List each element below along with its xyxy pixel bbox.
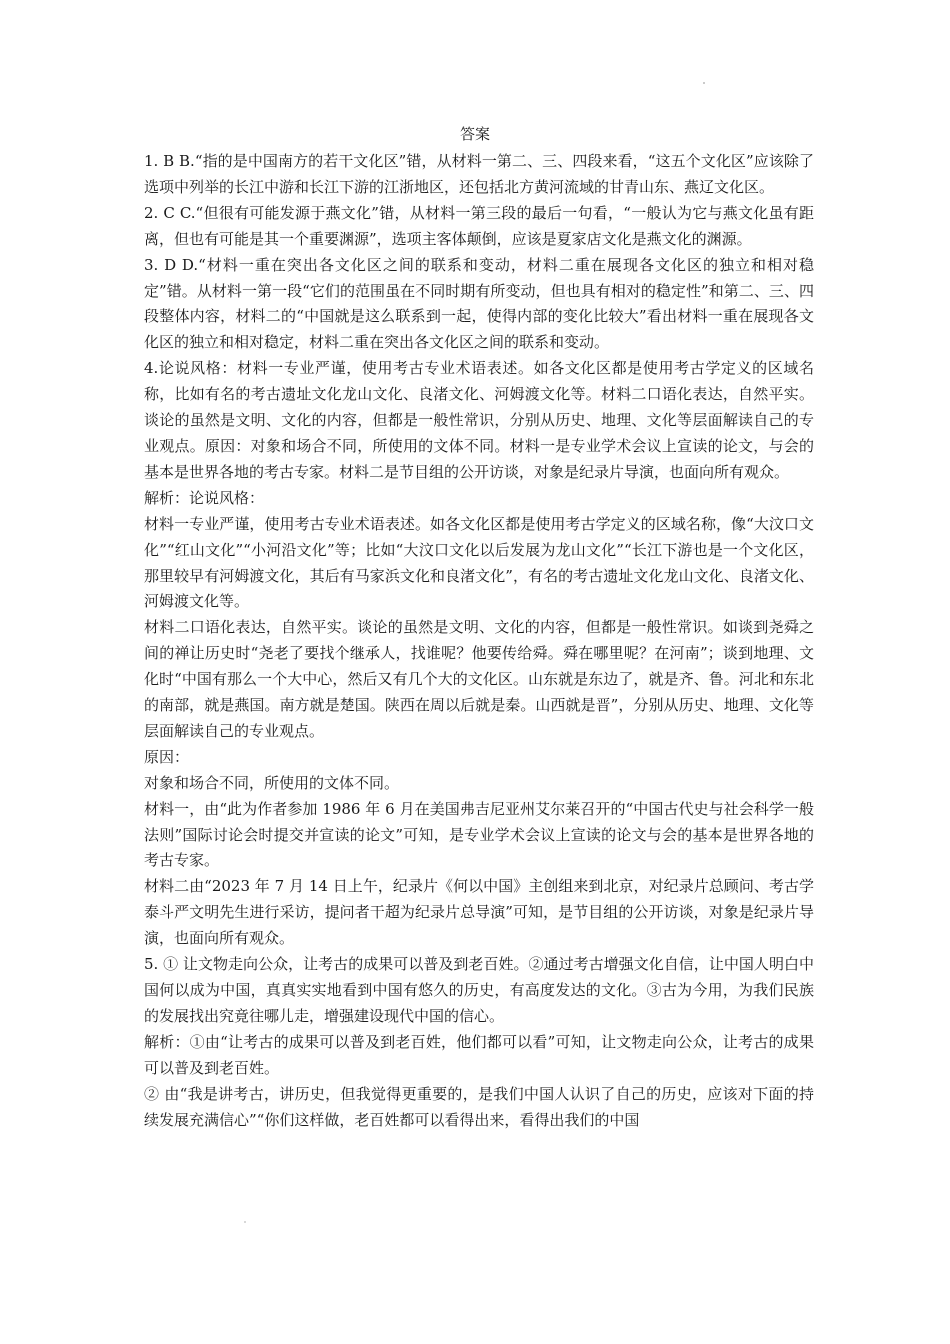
reason-material-1: 材料一，由“此为作者参加 1986 年 6 月在美国弗吉尼亚州艾尔莱召开的“中国古代史与社会科学一般法则”国际讨论会时提交并宣读的论文”可知，是专业学术会议上宣读的论文与会的基本是世界各地的考古专家。: [144, 799, 814, 870]
page-speck: [703, 82, 705, 84]
analysis-material-2: 材料二口语化表达，自然平实。谈论的虽然是文明、文化的内容，但都是一般性常识。如谈到尧舜之间的禅让历史时“尧老了要找个继承人，找谁呢？他要传给舜。舜在哪里呢？在河南”；谈到地理、文化时“中国有那么一个大中心，然后又有几个大的文化区。山东就是东边了，就是齐、鲁。河北和东北的南部，就是燕国。南方就是楚国。陕西在周以后就是秦。山西就是晋”，分别从历史、地理、文化等层面解读自己的专业观点。: [144, 618, 814, 740]
answer-5: 5. ① 让文物走向公众，让考古的成果可以普及到老百姓。②通过考古增强文化自信，让中国人明白中国何以成为中国，真真实实地看到中国有悠久的历史，有高度发达的文化。③古为今用，为我们民族的发展找出究竟往哪儿走，增强建设现代中国的信心。: [144, 955, 814, 1025]
page-title: 答案: [459, 125, 490, 143]
answer-2: 2. C C.“但很有可能发源于燕文化”错，从材料一第三段的最后一句看，“一般认为它与燕文化虽有距离，但也有可能是其一个重要渊源”，选项主客体颠倒，应该是夏家店文化是燕文化的渊源。: [144, 203, 814, 248]
reason-heading: 原因：: [144, 747, 190, 766]
analysis-5-point-1: 解析：①由“让考古的成果可以普及到老百姓，他们都可以看”可知，让文物走向公众，让考古的成果可以普及到老百姓。: [144, 1032, 814, 1077]
analysis-5-point-2: ② 由“我是讲考古，讲历史，但我觉得更重要的，是我们中国人认识了自己的历史，应该对下面的持续发展充满信心”“你们这样做，老百姓都可以看得出来，看得出我们的中国: [144, 1084, 814, 1129]
page-speck: [244, 1221, 246, 1223]
analysis-material-1: 材料一专业严谨，使用考古专业术语表述。如各文化区都是使用考古学定义的区域名称，像“大汶口文化”“红山文化”“小河沿文化”等；比如“大汶口文化以后发展为龙山文化”“长江下游也是一个文化区，那里较早有河姆渡文化，其后有马家浜文化和良渚文化”，有名的考古遗址文化龙山文化、良渚文化、河姆渡文化等。: [144, 514, 814, 611]
reason-summary: 对象和场合不同，所使用的文体不同。: [144, 773, 400, 792]
answer-body: [144, 149, 814, 1133]
analysis-heading: 解析：论说风格：: [144, 488, 265, 507]
reason-material-2: 材料二由“2023 年 7 月 14 日上午，纪录片《何以中国》主创组来到北京，对纪录片总顾问、考古学泰斗严文明先生进行采访，提问者干超为纪录片总导演”可知，是节目组的公开访谈，对象是纪录片导演，也面向所有观众。: [144, 877, 814, 948]
answer-3: 3. D D.“材料一重在突出各文化区之间的联系和变动，材料二重在展现各文化区的独立和相对稳定”错。从材料一第一段“它们的范围虽在不同时期有所变动，但也具有相对的稳定性”和第二、三、四段整体内容，材料二的“中国就是这么联系到一起，使得内部的变化比较大”看出材料一重在展现各文化区的独立和相对稳定，材料二重在突出各文化区之间的联系和变动。: [144, 255, 814, 352]
answer-4: 4.论说风格：材料一专业严谨，使用考古专业术语表述。如各文化区都是使用考古学定义的区域名称，比如有名的考古遗址文化龙山文化、良渚文化、河姆渡文化等。材料二口语化表达，自然平实。谈论的虽然是文明、文化的内容，但都是一般性常识，分别从历史、地理、文化等层面解读自己的专业观点。原因：对象和场合不同，所使用的文体不同。材料一是专业学术会议上宣读的论文，与会的基本是世界各地的考古专家。材料二是节目组的公开访谈，对象是纪录片导演，也面向所有观众。: [144, 359, 814, 481]
answer-1: 1. B B.“指的是中国南方的若干文化区”错，从材料一第二、三、四段来看，“这五个文化区”应该除了选项中列举的长江中游和长江下游的江浙地区，还包括北方黄河流域的甘青山东、燕辽文化区。: [144, 152, 814, 196]
